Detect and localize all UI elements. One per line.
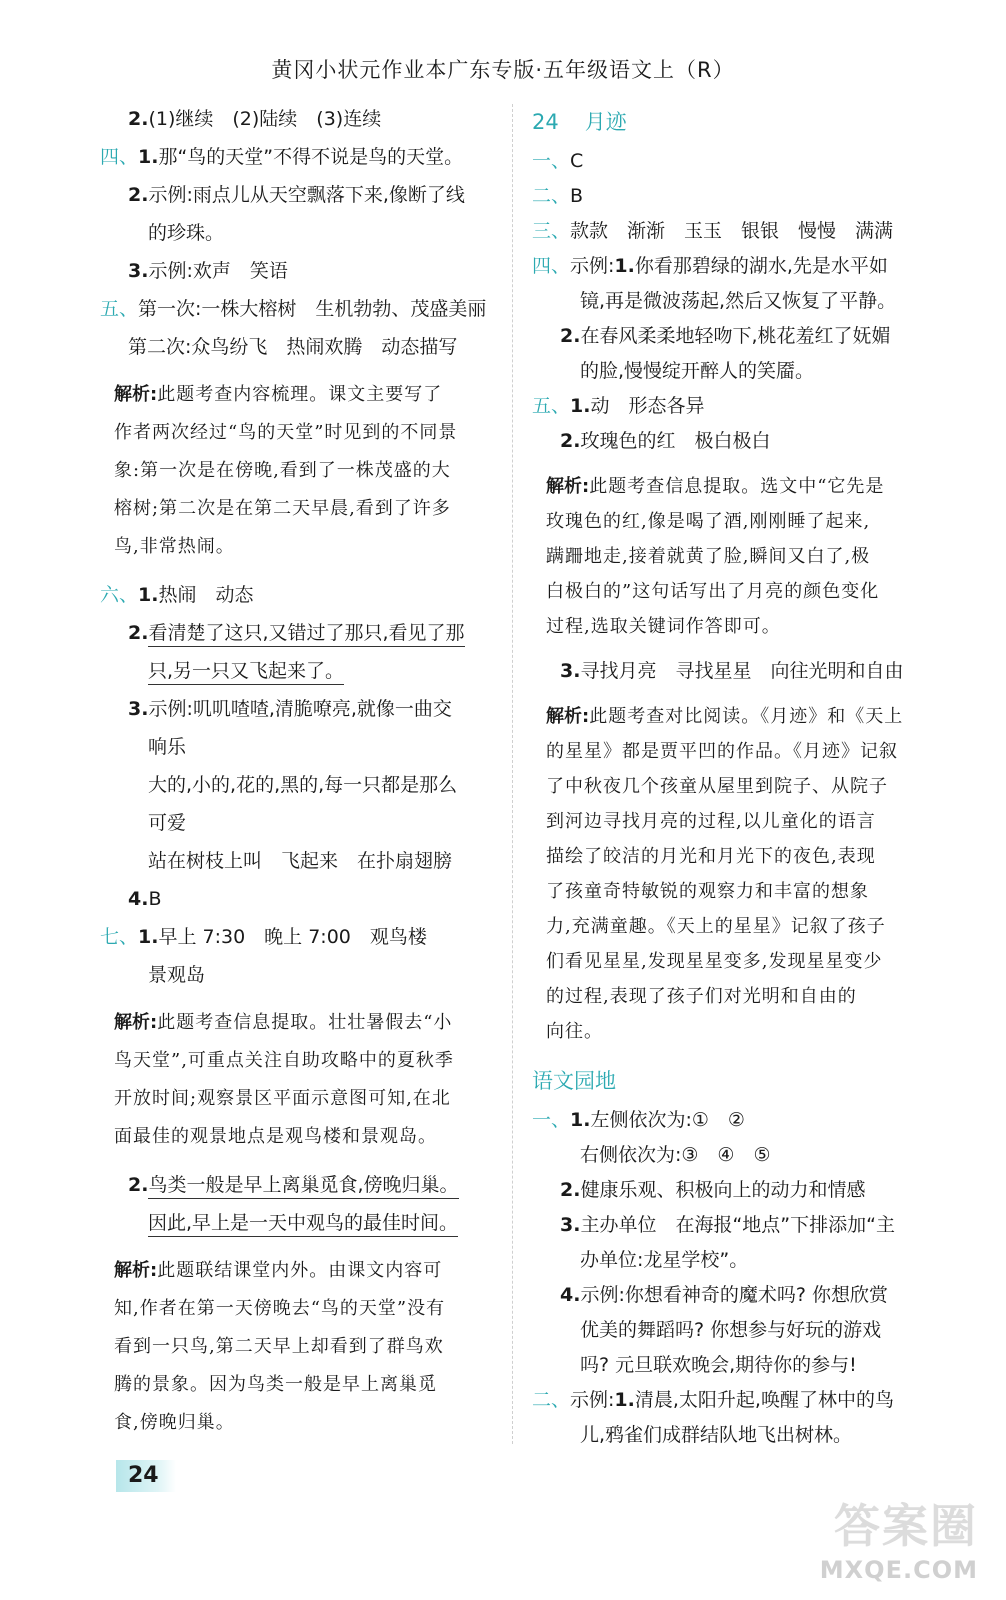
analysis-line: 鸟,非常热闹。 [114,536,235,557]
column-divider [512,104,513,1444]
analysis-line: 食,傍晚归巢。 [114,1412,235,1433]
section-6-q2: 2.看清楚了这只,又错过了那只,看见了那 [100,614,500,652]
analysis-line: 榕树;第二次是在第二天早晨,看到了许多 [114,498,451,519]
right-answer-4-q1-cont: 镜,再是微波荡起,然后又恢复了平静。 [580,290,897,312]
garden-2-q1-cont: 儿,鸦雀们成群结队地飞出树林。 [580,1424,853,1446]
analysis-line: 了孩童奇特敏锐的观察力和丰富的想象 [546,881,869,902]
section-6-q1: 六、1.热闹 动态 [100,584,254,606]
right-answer-5-q1: 五、1.动 形态各异 [532,395,705,417]
section-label: 五、 [100,298,139,320]
right-answer-1: 一、C [532,150,584,172]
garden-1-q3: 3.主办单位 在海报“地点”下排添加“主 [560,1214,895,1236]
analysis-line: 过程,选取关键词作答即可。 [546,616,781,637]
analysis-line: 象:第一次是在傍晚,看到了一株茂盛的大 [114,460,451,481]
section-4-q1: 四、1.那“鸟的天堂”不得不说是鸟的天堂。 [100,146,464,168]
analysis-line: 腾的景象。因为鸟类一般是早上离巢觅 [114,1374,437,1395]
section-4-q2: 2.示例:雨点儿从天空飘落下来,像断了线 [128,184,465,206]
section-6-q3-cont: 可爱 [148,812,187,834]
analysis-line: 解析:此题考查信息提取。壮壮暑假去“小 [114,1012,453,1033]
section-7-q2-cont: 因此,早上是一天中观鸟的最佳时间。 [100,1204,500,1242]
section-6-q3: 3.示例:叽叽喳喳,清脆嘹亮,就像一曲交 [128,698,452,720]
watermark-url: MXQE.COM [819,1556,978,1584]
page-number: 24 [116,1460,176,1492]
garden-1-q1-cont: 右侧依次为:③ ④ ⑤ [580,1144,771,1166]
analysis-line: 的过程,表现了孩子们对光明和自由的 [546,986,857,1007]
analysis-line: 知,作者在第一天傍晚去“鸟的天堂”没有 [114,1298,446,1319]
section-6-q3-cont: 站在树枝上叫 飞起来 在扑扇翅膀 [148,850,453,872]
analysis-line: 解析:此题考查对比阅读。《月迹》和《天上 [546,706,904,727]
analysis-line: 开放时间;观察景区平面示意图可知,在北 [114,1088,451,1109]
page-header: 黄冈小状元作业本广东专版·五年级语文上（R） [271,58,735,82]
section-7-q2: 2.鸟类一般是早上离巢觅食,傍晚归巢。 [100,1166,500,1204]
watermark-logo: 答案圈 [834,1499,978,1553]
analysis-line: 看到一只鸟,第二天早上却看到了群鸟欢 [114,1336,444,1357]
answer-3-2: 2.(1)继续 (2)陆续 (3)连续 [128,108,382,130]
analysis-line: 面最佳的观景地点是观鸟楼和景观岛。 [114,1126,437,1147]
section-4-q3: 3.示例:欢声 笑语 [128,260,288,282]
right-column [532,100,932,1453]
garden-1-q4-cont: 吗? 元旦联欢晚会,期待你的参与! [580,1354,857,1376]
analysis-line: 作者两次经过“鸟的天堂”时见到的不同景 [114,422,458,443]
right-answer-2: 二、B [532,185,584,207]
analysis-line: 到河边寻找月亮的过程,以儿童化的语言 [546,811,876,832]
section-label: 六、 [100,584,139,606]
watermark [788,1490,978,1590]
left-column [100,100,500,1442]
section-5-line2: 第二次:众鸟纷飞 热闹欢腾 动态描写 [128,336,458,358]
analysis-line: 鸟天堂”,可重点关注自助攻略中的夏秋季 [114,1050,454,1071]
lesson-title: 24 月迹 [532,110,627,134]
analysis-line: 玫瑰色的红,像是喝了酒,刚刚睡了起来, [546,511,871,532]
section-6-q2-cont: 只,另一只又飞起来了。 [100,652,500,690]
section-7-q1: 七、1.早上 7:30 晚上 7:00 观鸟楼 [100,926,427,948]
analysis-line: 解析:此题考查内容梳理。课文主要写了 [114,384,443,405]
section-4-q2-cont: 的珍珠。 [148,222,225,244]
analysis-line: 向往。 [546,1021,603,1042]
analysis-line: 的星星》都是贾平凹的作品。《月迹》记叙 [546,741,898,762]
garden-1-q3-cont: 办单位:龙星学校”。 [580,1249,749,1271]
analysis-line: 力,充满童趣。《天上的星星》记叙了孩子 [546,916,886,937]
analysis-line: 解析:此题联结课堂内外。由课文内容可 [114,1260,443,1281]
right-answer-5-q2: 2.玫瑰色的红 极白极白 [560,430,771,452]
section-7-q1-cont: 景观岛 [148,964,206,986]
section-6-q4: 4.B [128,888,162,910]
right-answer-5-q3: 3.寻找月亮 寻找星星 向往光明和自由 [560,660,904,682]
analysis-line: 了中秋夜几个孩童从屋里到院子、从院子 [546,776,888,797]
section-6-q3-cont: 响乐 [148,736,187,758]
right-answer-4-q2: 2.在春风柔柔地轻吻下,桃花羞红了妩媚 [560,325,891,347]
right-answer-4-q2-cont: 的脸,慢慢绽开醉人的笑靥。 [580,360,815,382]
right-answer-3: 三、款款 渐渐 玉玉 银银 慢慢 满满 [532,220,894,242]
garden-2-q1: 二、示例:1.清晨,太阳升起,唤醒了林中的鸟 [532,1389,894,1411]
analysis-line: 蹒跚地走,接着就黄了脸,瞬间又白了,极 [546,546,871,567]
section-6-q3-cont: 大的,小的,花的,黑的,每一只都是那么 [148,774,458,796]
garden-1-q1: 一、1.左侧依次为:① ② [532,1109,745,1131]
section-label: 四、 [100,146,139,168]
garden-title: 语文园地 [532,1069,616,1093]
analysis-line: 白极白的”这句话写出了月亮的颜色变化 [546,581,880,602]
analysis-line: 们看见星星,发现星星变多,发现星星变少 [546,951,883,972]
analysis-line: 描绘了皎洁的月光和月光下的夜色,表现 [546,846,876,867]
analysis-line: 解析:此题考查信息提取。选文中“它先是 [546,476,885,497]
right-answer-4-q1: 四、示例:1.你看那碧绿的湖水,先是水平如 [532,255,888,277]
garden-1-q4-cont: 优美的舞蹈吗? 你想参与好玩的游戏 [580,1319,882,1341]
garden-1-q4: 4.示例:你想看神奇的魔术吗? 你想欣赏 [560,1284,888,1306]
section-5-line1: 五、第一次:一株大榕树 生机勃勃、茂盛美丽 [100,298,487,320]
garden-1-q2: 2.健康乐观、积极向上的动力和情感 [560,1179,866,1201]
section-label: 七、 [100,926,139,948]
